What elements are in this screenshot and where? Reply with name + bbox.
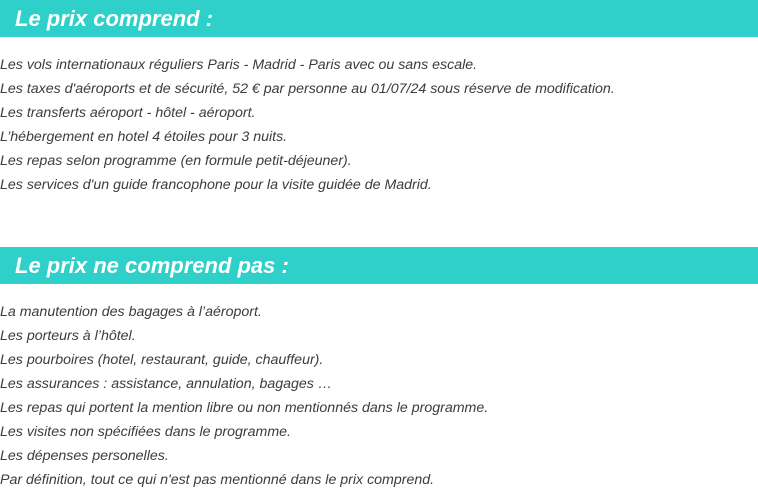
list-item: Les repas qui portent la mention libre ou non mentionnés dans le programme. (0, 400, 489, 416)
price-includes-heading: Le prix comprend : (0, 0, 758, 37)
list-item: Les assurances : assistance, annulation, bagages … (0, 376, 333, 392)
list-item: La manutention des bagages à l’aéroport. (0, 304, 262, 320)
list-item: Les vols internationaux réguliers Paris - Madrid - Paris avec ou sans escale. (0, 57, 478, 73)
list-item: Les services d'un guide francophone pour la visite guidée de Madrid. (0, 177, 432, 193)
list-item: Les dépenses personelles. (0, 448, 169, 464)
price-includes-list (0, 53, 615, 197)
price-excludes-heading: Le prix ne comprend pas : (0, 247, 758, 284)
list-item: Par définition, tout ce qui n'est pas mentionné dans le prix comprend. (0, 472, 435, 488)
list-item: Les transferts aéroport - hôtel - aéroport. (0, 105, 256, 121)
list-item: Les pourboires (hotel, restaurant, guide, chauffeur). (0, 352, 324, 368)
list-item: L’hébergement en hotel 4 étoiles pour 3 nuits. (0, 129, 288, 145)
list-item: Les repas selon programme (en formule petit-déjeuner). (0, 153, 352, 169)
list-item: Les visites non spécifiées dans le programme. (0, 424, 291, 440)
price-excludes-list (0, 300, 488, 492)
list-item: Les taxes d'aéroports et de sécurité, 52 € par personne au 01/07/24 sous réserve de modification. (0, 81, 615, 97)
list-item: Les porteurs à l’hôtel. (0, 328, 136, 344)
